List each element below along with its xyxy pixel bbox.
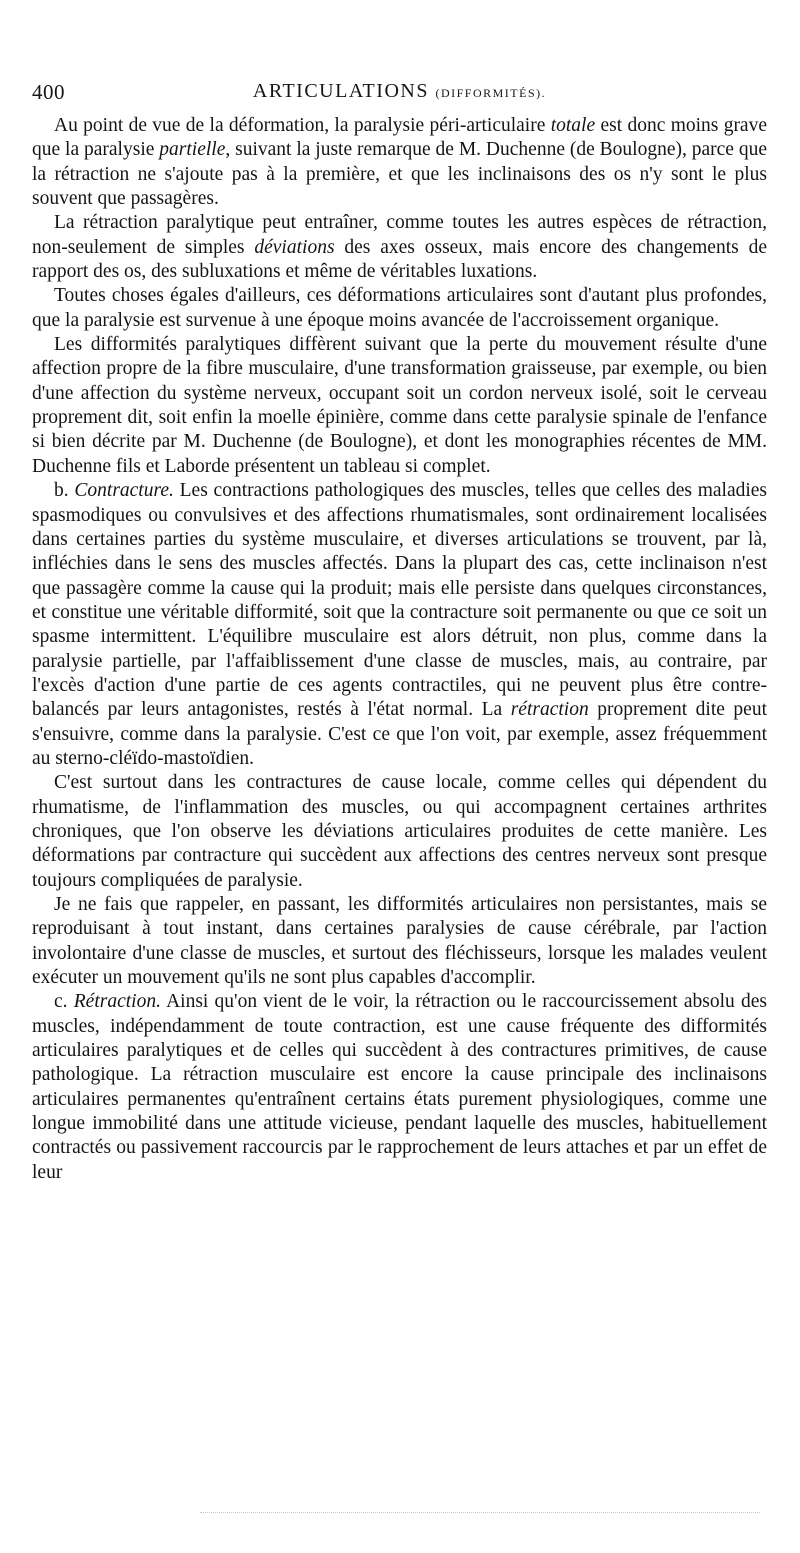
italic-text: Contracture. — [74, 480, 174, 502]
text-run: est donc moins grave que la paralysie — [32, 115, 767, 161]
text-run: Les difformités paralytiques diffèrent suivant que la perte du mouvement résulte d'une affection propre de la fibre musculaire, d'une transformation graisseuse, par exemple, ou bien d'une affection du système nerveux, occupant soit un cordon nerveux isolé, soit le cerveau proprement dit, soit enfin la moelle épinière, comme dans cette paralysie spinale de l'enfance si bien décrite par M. Duchenne (de Boulogne), et dont les monographies récentes de MM. Duchenne fils et Laborde présentent un tableau si complet. — [32, 334, 767, 477]
text-run: Au point de vue de la déformation, la paralysie péri-articulaire — [54, 115, 551, 136]
footer-noise — [200, 1512, 760, 1514]
italic-text: rétraction — [510, 699, 589, 721]
paragraph — [32, 284, 767, 333]
paragraph — [32, 771, 767, 893]
italic-text: partielle — [159, 139, 226, 161]
running-title-main: ARTICULATIONS — [252, 80, 429, 102]
paragraph — [32, 211, 767, 284]
running-title-subtitle: (DIFFORMITÉS). — [435, 86, 547, 100]
text-run: C'est surtout dans les contractures de cause locale, comme celles qui dépendent du rhumatisme, de l'inflammation des muscles, ou qui accompagnent certaines arthrites chroniques, que l'on observe les déviations articulaires produites de cette manière. Les déformations par contracture qui succèdent aux affections des centres nerveux sont presque toujours compliquées de paralysie. — [32, 772, 767, 891]
paragraph — [32, 479, 767, 771]
text-run: des axes osseux, mais encore des changements de rapport des os, des subluxations et même de véritables luxations. — [32, 236, 767, 283]
body-text — [32, 114, 767, 1185]
italic-text: Rétraction. — [73, 991, 161, 1013]
paragraph — [32, 333, 767, 479]
paragraph — [32, 893, 767, 990]
italic-text: déviations — [254, 236, 335, 258]
running-header — [32, 80, 767, 108]
text-run: Ainsi qu'on vient de le voir, la rétraction ou le raccourcissement absolu des muscles, indépendamment de toute contraction, est une cause fréquente des difformités articulaires paralytiques et de celles qui succèdent à des contractures primitives, de cause pathologique. La rétraction musculaire est encore la cause principale des inclinaisons articulaires permanentes qu'entraînent certains états purement physiologiques, comme une longue immobilité dans une attitude vicieuse, pendant laquelle des muscles, habituellement contractés ou passivement raccourcis par le rapprochement de leurs attaches et par un effet de leur — [32, 991, 767, 1183]
text-run: b. — [54, 480, 75, 502]
running-title — [32, 80, 767, 103]
paragraph — [32, 114, 767, 211]
text-run: proprement dite peut s'ensuivre, comme dans la paralysie. C'est ce que l'on voit, par exemple, assez fréquemment au sterno-cléïdo-mastoïdien. — [32, 699, 767, 769]
text-run: La rétraction paralytique peut entraîner, comme toutes les autres espèces de rétraction, non-seulement de simples — [32, 212, 767, 258]
text-run: c. — [54, 991, 74, 1013]
text-run: , suivant la juste remarque de M. Duchenne (de Boulogne), parce que la rétraction ne s'ajoute pas à la première, et que les inclinaisons des os n'y sont le plus souvent que passagères. — [32, 139, 767, 210]
text-run: Je ne fais que rappeler, en passant, les difformités articulaires non persistantes, mais se reproduisant à tout instant, dans certaines paralysies de cause cérébrale, par l'action involontaire d'une classe de muscles, et surtout des fléchisseurs, lorsque les malades veulent exécuter un mouvement qu'ils ne sont plus capables d'accomplir. — [32, 894, 767, 989]
text-run: Toutes choses égales d'ailleurs, ces déformations articulaires sont d'autant plus profondes, que la paralysie est survenue à une époque moins avancée de l'accroissement organique. — [32, 285, 767, 331]
italic-text: totale — [550, 115, 596, 136]
page-number: 400 — [32, 80, 65, 104]
text-run: Les contractions pathologiques des muscles, telles que celles des maladies spasmodiques ou convulsives et des affections rhumatismales, sont ordinairement localisées dans certaines parties du système musculaire, et diverses articulations se trouvent, par là, infléchies dans le sens des muscles affectés. Dans la plupart des cas, cette inclinaison n'est que passagère comme la cause qui la produit; mais elle persiste dans quelques circonstances, et constitue une véritable difformité, soit que la contracture soit permanente ou que ce soit un spasme intermittent. L'équilibre musculaire est alors détruit, non plus, comme dans la paralysie partielle, par l'affaiblissement d'une classe de muscles, mais, au contraire, par l'excès d'action d'une partie de ces agents contractiles, qui ne peuvent plus être contre-balancés par leurs antagonistes, restés à l'état normal. La — [32, 480, 768, 721]
paragraph — [32, 990, 767, 1185]
